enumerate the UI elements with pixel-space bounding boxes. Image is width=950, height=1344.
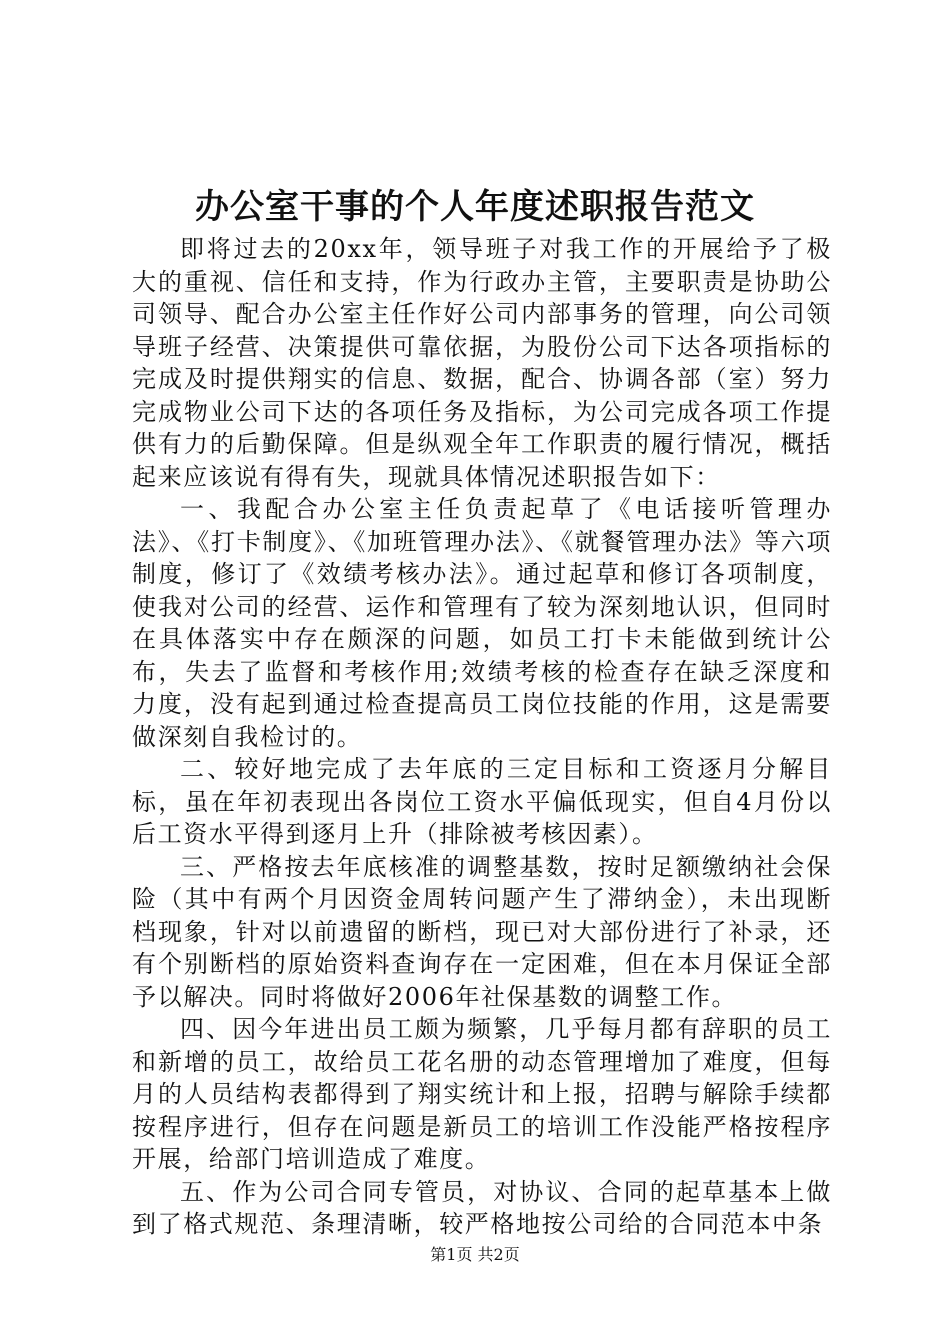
- page-footer: 第1页 共2页: [430, 1245, 520, 1264]
- paragraph-section-2: 二、较好地完成了去年底的三定目标和工资逐月分解目标，虽在年初表现出各岗位工资水平偏低现实，但自4月份以后工资水平得到逐月上升（排除被考核因素）。: [132, 755, 832, 848]
- paragraph-intro: 即将过去的20xx年，领导班子对我工作的开展给予了极大的重视、信任和支持，作为行政办主管，主要职责是协助公司领导、配合办公室主任作好公司内部事务的管理，向公司领导班子经营、决策提供可靠依据，为股份公司下达各项指标的完成及时提供翔实的信息、数据，配合、协调各部（室）努力完成物业公司下达的各项任务及指标，为公司完成各项工作提供有力的后勤保障。但是纵观全年工作职责的履行情况，概括起来应该说有得有失，现就具体情况述职报告如下：: [132, 235, 832, 491]
- document-title: 办公室干事的个人年度述职报告范文: [195, 187, 755, 227]
- paragraph-section-3: 三、严格按去年底核准的调整基数，按时足额缴纳社会保险（其中有两个月因资金周转问题产生了滞纳金），未出现断档现象，针对以前遗留的断档，现已对大部份进行了补录，还有个别断档的原始资料查询存在一定困难，但在本月保证全部予以解决。同时将做好2006年社保基数的调整工作。: [132, 852, 832, 1011]
- paragraph-section-1: 一、我配合办公室主任负责起草了《电话接听管理办法》、《打卡制度》、《加班管理办法》、《就餐管理办法》等六项制度，修订了《效绩考核办法》。通过起草和修订各项制度，使我对公司的经营、运作和管理有了较为深刻地认识，但同时在具体落实中存在颇深的问题，如员工打卡未能做到统计公布，失去了监督和考核作用;效绩考核的检查存在缺乏深度和力度，没有起到通过检查提高员工岗位技能的作用，这是需要做深刻自我检讨的。: [132, 495, 832, 751]
- paragraph-section-4: 四、因今年进出员工颇为频繁，几乎每月都有辞职的员工和新增的员工，故给员工花名册的动态管理增加了难度，但每月的人员结构表都得到了翔实统计和上报，招聘与解除手续都按程序进行，但存在问题是新员工的培训工作没能严格按程序开展，给部门培训造成了难度。: [132, 1015, 832, 1173]
- paragraph-section-5: 五、作为公司合同专管员，对协议、合同的起草基本上做到了格式规范、条理清晰，较严格地按公司给的合同范本中条: [132, 1177, 832, 1238]
- document-body: [132, 233, 832, 1241]
